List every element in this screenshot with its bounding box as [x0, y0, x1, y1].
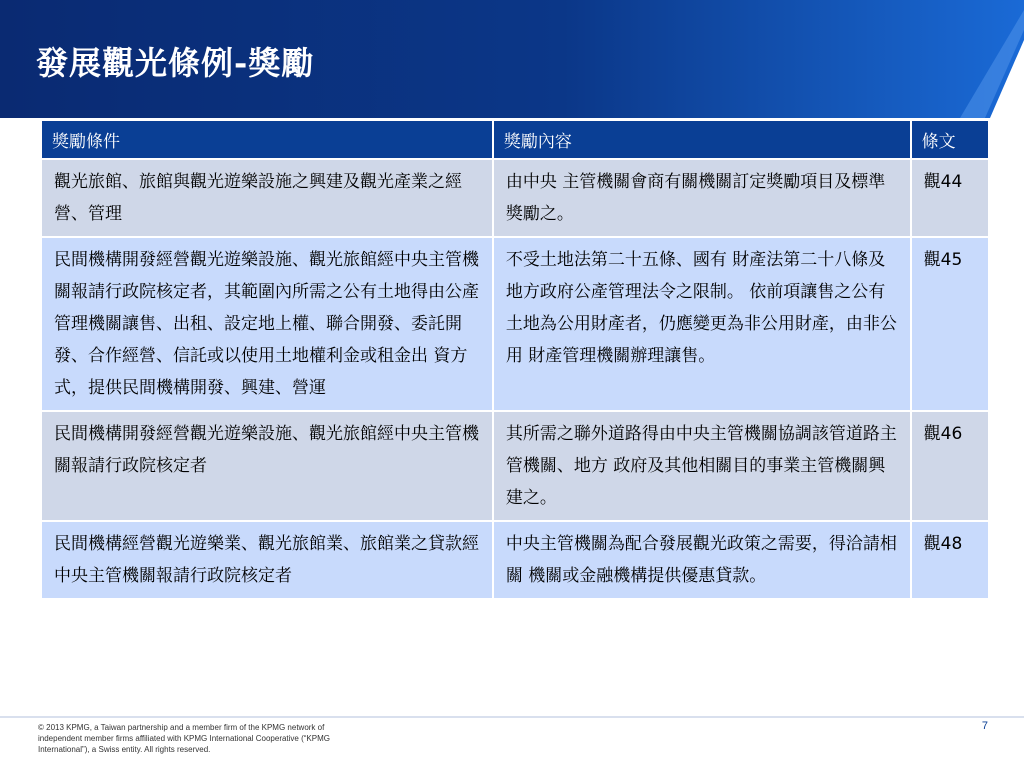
table-header-row	[42, 121, 988, 160]
cell-content: 由中央 主管機關會商有關機關訂定獎勵項目及標準獎勵之。	[494, 160, 910, 238]
cell-condition: 民間機構開發經營觀光遊樂設施、觀光旅館經中央主管機關報請行政院核定者，其範圍內所需之公有土地得由公產管理機關讓售、出租、設定地上權、聯合開發、委託開發、合作經營、信託或以使用土地權利金或租金出 資方式，提供民間機構開發、興建、營運	[42, 238, 492, 412]
table-row	[42, 522, 988, 600]
header-banner	[0, 0, 1024, 118]
header-condition: 獎勵條件	[42, 121, 492, 160]
page-number: 7	[981, 720, 988, 732]
table-row	[42, 160, 988, 238]
header-article: 條文	[912, 121, 988, 160]
cell-content: 不受土地法第二十五條、國有 財產法第二十八條及地方政府公產管理法令之限制。 依前項讓售之公有土地為公用財產者，仍應變更為非公用財產，由非公用 財產管理機關辦理讓售。	[494, 238, 910, 412]
cell-content: 其所需之聯外道路得由中央主管機關協調該管道路主管機關、地方 政府及其他相關目的事業主管機關興建之。	[494, 412, 910, 522]
cell-condition: 觀光旅館、旅館與觀光遊樂設施之興建及觀光產業之經營、管理	[42, 160, 492, 238]
cell-article: 觀44	[912, 160, 988, 238]
header-content: 獎勵內容	[494, 121, 910, 160]
cell-article: 觀46	[912, 412, 988, 522]
incentive-table-container	[42, 121, 988, 600]
table-row	[42, 238, 988, 412]
cell-condition: 民間機構開發經營觀光遊樂設施、觀光旅館經中央主管機關報請行政院核定者	[42, 412, 492, 522]
cell-article: 觀48	[912, 522, 988, 600]
table-row	[42, 412, 988, 522]
cell-content: 中央主管機關為配合發展觀光政策之需要，得洽請相關 機關或金融機構提供優惠貸款。	[494, 522, 910, 600]
copyright-notice: © 2013 KPMG, a Taiwan partnership and a member firm of the KPMG network of independent member firms affiliated with KPMG International Cooperative (“KPMG International”), a Swiss entity. All rights reserved.	[38, 723, 330, 754]
page-title: 發展觀光條例-獎勵	[36, 44, 315, 82]
cell-article: 觀45	[912, 238, 988, 412]
cell-condition: 民間機構經營觀光遊樂業、觀光旅館業、旅館業之貸款經中央主管機關報請行政院核定者	[42, 522, 492, 600]
incentive-table	[40, 121, 990, 600]
footer-divider	[0, 716, 1024, 718]
